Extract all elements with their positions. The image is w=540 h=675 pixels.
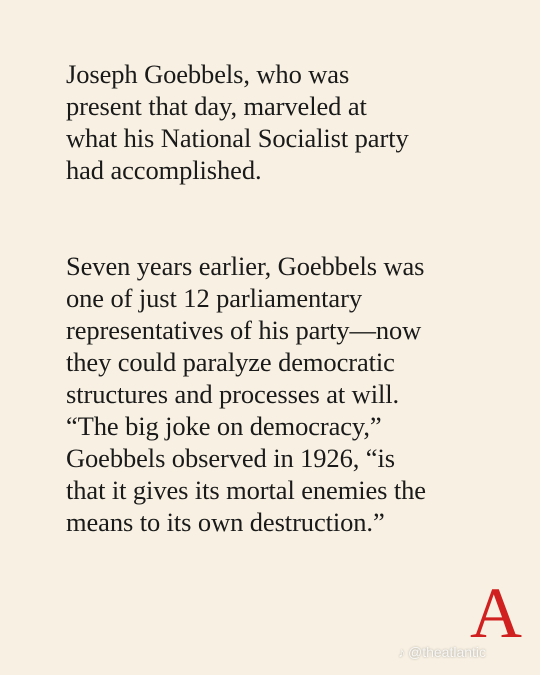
text-line: present that day, marveled at — [66, 91, 367, 121]
text-line: had accomplished. — [66, 155, 262, 185]
text-line: “The big joke on democracy,” — [66, 411, 382, 441]
paragraph-1 — [66, 58, 496, 186]
tiktok-icon: ♪ — [398, 644, 405, 660]
text-line: they could paralyze democratic — [66, 347, 395, 377]
text-line: representatives of his party—now — [66, 315, 422, 345]
text-line: structures and processes at will. — [66, 379, 400, 409]
text-line: that it gives its mortal enemies the — [66, 475, 426, 505]
text-line: Goebbels observed in 1926, “is — [66, 443, 395, 473]
paragraph-2 — [66, 250, 496, 538]
text-line: means to its own destruction.” — [66, 507, 385, 537]
tiktok-watermark — [398, 644, 486, 660]
atlantic-logo: A — [470, 573, 522, 653]
text-line: what his National Socialist party — [66, 123, 409, 153]
text-line: one of just 12 parliamentary — [66, 283, 362, 313]
text-line: Joseph Goebbels, who was — [66, 59, 350, 89]
watermark-handle: @theatlantic — [408, 644, 487, 660]
text-line: Seven years earlier, Goebbels was — [66, 251, 425, 281]
